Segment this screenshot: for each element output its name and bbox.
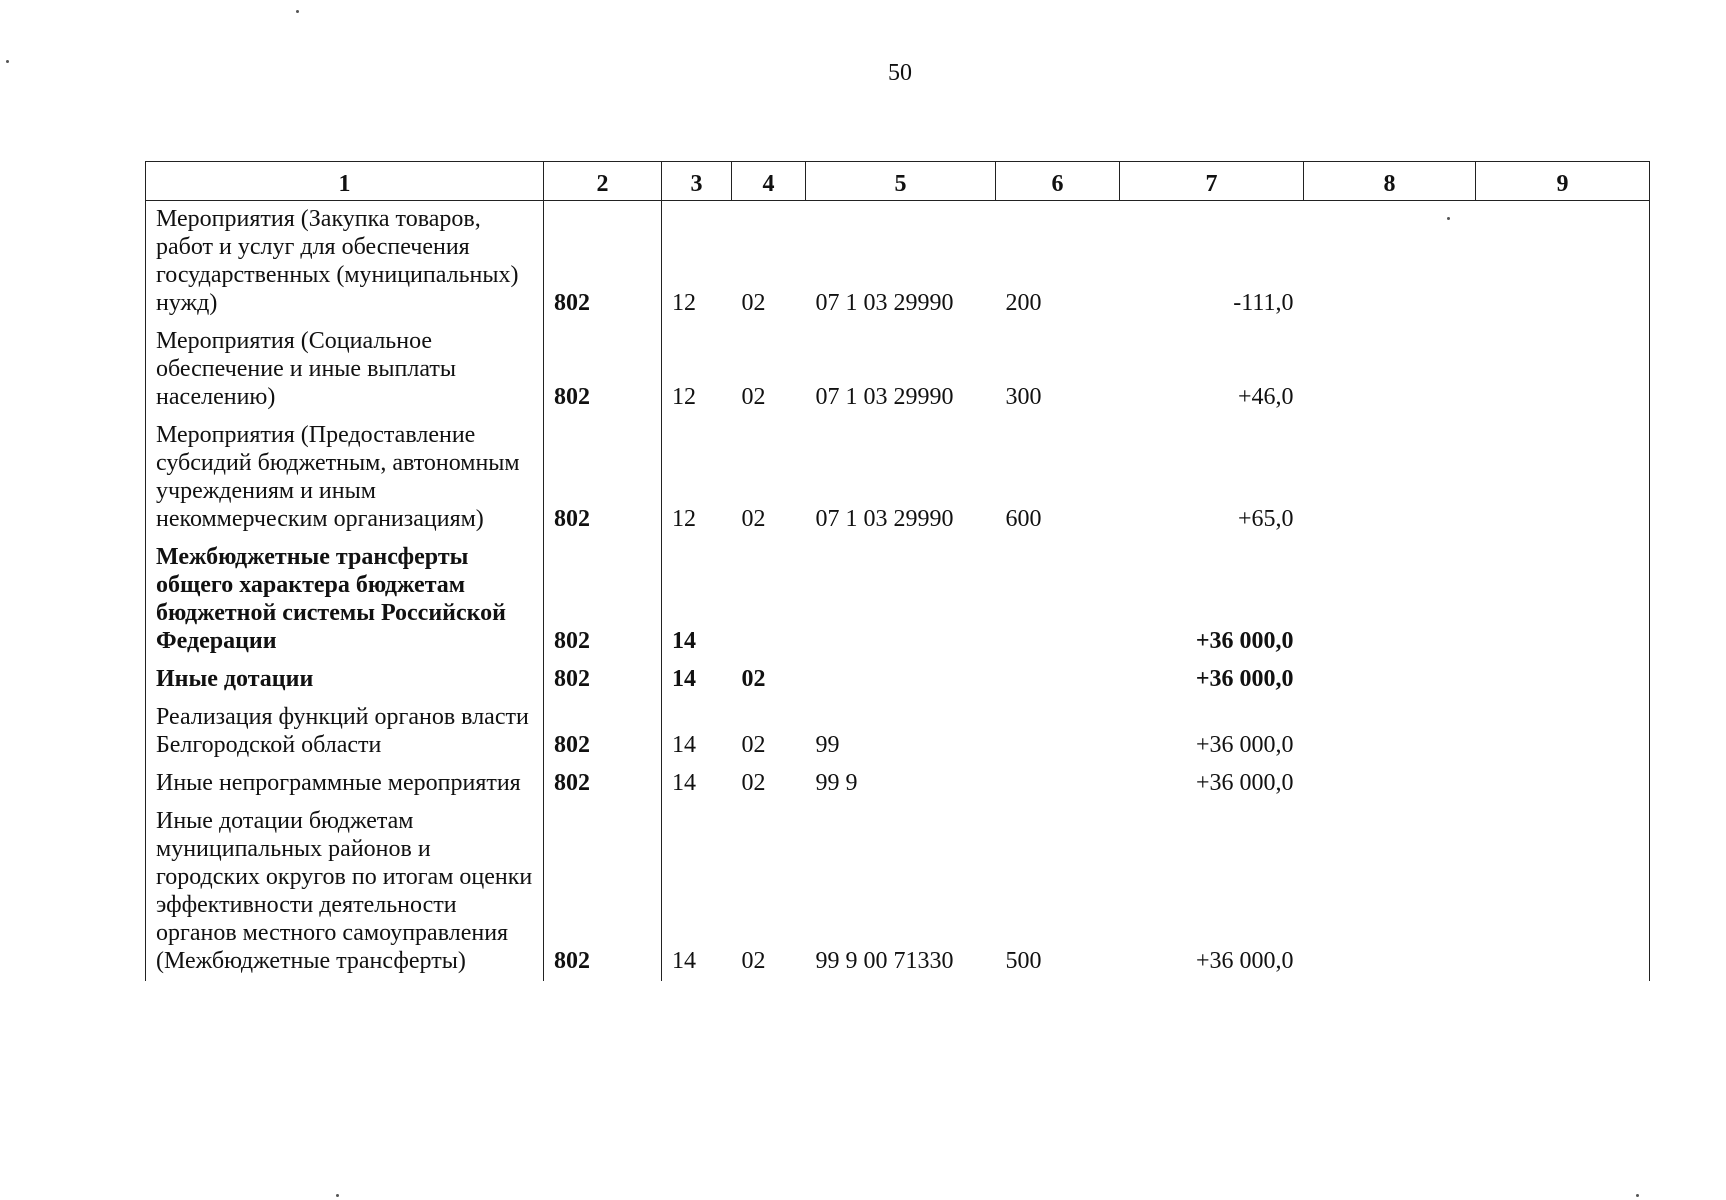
- row-code: 802: [544, 803, 662, 981]
- row-target: 99 9 00 71330: [815, 948, 954, 974]
- scan-speck: [336, 1194, 339, 1197]
- row-col8: [1304, 417, 1476, 539]
- row-amount: +65,0: [1237, 506, 1294, 532]
- row-section: 14: [662, 803, 732, 981]
- row-col8: [1304, 539, 1476, 661]
- row-subsection: [732, 539, 806, 661]
- row-section: 12: [662, 323, 732, 417]
- row-code: 802: [544, 417, 662, 539]
- row-name: Реализация функций органов власти Белгородской области: [146, 699, 544, 765]
- row-target: [806, 539, 996, 661]
- row-col8: [1304, 803, 1476, 981]
- row-amount: +36 000,0: [1195, 732, 1294, 758]
- col-header-7: 7: [1120, 162, 1304, 201]
- row-expense-type: 500: [1005, 948, 1042, 974]
- table-row: [146, 765, 1650, 803]
- scan-speck: [6, 60, 9, 63]
- row-expense-type: 600: [1005, 506, 1042, 532]
- row-subsection: 02: [741, 666, 766, 692]
- scan-speck: [1447, 217, 1450, 220]
- row-section: 14: [662, 661, 732, 699]
- row-code: 802: [544, 765, 662, 803]
- row-name: Иные непрограммные мероприятия: [146, 765, 544, 803]
- row-target: 99 9: [815, 770, 858, 796]
- col-header-3: 3: [662, 162, 732, 201]
- row-col8: [1304, 323, 1476, 417]
- col-header-6: 6: [996, 162, 1120, 201]
- row-section: 12: [662, 201, 732, 324]
- row-amount: +36 000,0: [1195, 666, 1294, 692]
- table-row: [146, 417, 1650, 539]
- col-header-4: 4: [732, 162, 806, 201]
- row-name: Мероприятия (Предоставление субсидий бюджетным, автономным учреждениям и иным некоммерческим организациям): [146, 417, 544, 539]
- row-col8: [1304, 661, 1476, 699]
- table-row: [146, 661, 1650, 699]
- col-header-9: 9: [1476, 162, 1650, 201]
- col-header-2: 2: [544, 162, 662, 201]
- col-header-1: 1: [146, 162, 544, 201]
- table-body: [146, 201, 1650, 982]
- col-header-8: 8: [1304, 162, 1476, 201]
- row-subsection: 02: [741, 384, 766, 410]
- row-col9: [1476, 539, 1650, 661]
- row-amount: -111,0: [1233, 290, 1294, 316]
- row-code: 802: [544, 661, 662, 699]
- row-subsection: 02: [741, 732, 766, 758]
- row-col9: [1476, 323, 1650, 417]
- row-expense-type: [996, 765, 1120, 803]
- row-subsection: 02: [741, 290, 766, 316]
- row-code: 802: [544, 539, 662, 661]
- row-amount: +36 000,0: [1195, 770, 1294, 796]
- row-code: 802: [544, 323, 662, 417]
- budget-table: [145, 161, 1650, 981]
- row-target: 07 1 03 29990: [815, 384, 954, 410]
- header-row: [146, 162, 1650, 201]
- row-expense-type: [996, 661, 1120, 699]
- row-section: 12: [662, 417, 732, 539]
- row-col9: [1476, 699, 1650, 765]
- table-row: [146, 539, 1650, 661]
- row-expense-type: 200: [1005, 290, 1042, 316]
- row-name: Межбюджетные трансферты общего характера бюджетам бюджетной системы Российской Федерации: [146, 539, 544, 661]
- row-amount: +46,0: [1237, 384, 1294, 410]
- row-col8: [1304, 765, 1476, 803]
- row-name: Иные дотации бюджетам муниципальных районов и городских округов по итогам оценки эффективности деятельности органов местного самоуправления (Межбюджетные трансферты): [146, 803, 544, 981]
- row-section: 14: [662, 699, 732, 765]
- row-code: 802: [544, 699, 662, 765]
- row-name: Иные дотации: [146, 661, 544, 699]
- row-amount: +36 000,0: [1195, 948, 1294, 974]
- page-number: 50: [888, 60, 912, 86]
- row-col9: [1476, 803, 1650, 981]
- row-name: Мероприятия (Социальное обеспечение и иные выплаты населению): [146, 323, 544, 417]
- row-target: [806, 661, 996, 699]
- scan-speck: [296, 10, 299, 13]
- row-expense-type: [996, 539, 1120, 661]
- col-header-5: 5: [806, 162, 996, 201]
- row-col9: [1476, 661, 1650, 699]
- table-row: [146, 201, 1650, 324]
- row-section: 14: [662, 765, 732, 803]
- row-amount: +36 000,0: [1195, 628, 1294, 654]
- row-expense-type: 300: [1005, 384, 1042, 410]
- scan-speck: [1636, 1194, 1639, 1197]
- table-row: [146, 699, 1650, 765]
- row-name: Мероприятия (Закупка товаров, работ и услуг для обеспечения государственных (муниципальных) нужд): [146, 201, 544, 324]
- row-target: 99: [815, 732, 840, 758]
- row-col9: [1476, 417, 1650, 539]
- row-expense-type: [996, 699, 1120, 765]
- table-row: [146, 803, 1650, 981]
- row-col9: [1476, 765, 1650, 803]
- row-code: 802: [544, 201, 662, 324]
- row-target: 07 1 03 29990: [815, 506, 954, 532]
- row-col9: [1476, 201, 1650, 324]
- row-subsection: 02: [741, 770, 766, 796]
- row-col8: [1304, 699, 1476, 765]
- table-row: [146, 323, 1650, 417]
- row-target: 07 1 03 29990: [815, 290, 954, 316]
- row-subsection: 02: [741, 948, 766, 974]
- row-section: 14: [662, 539, 732, 661]
- row-subsection: 02: [741, 506, 766, 532]
